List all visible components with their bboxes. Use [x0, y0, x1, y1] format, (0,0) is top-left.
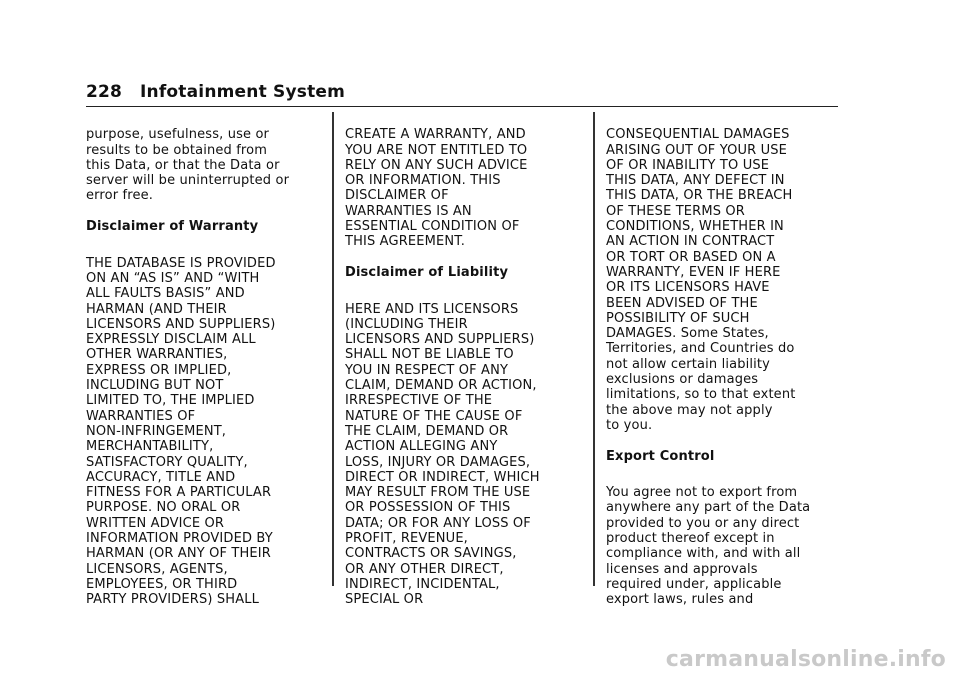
- column-1: [86, 112, 322, 608]
- paragraph: You agree not to export from anywhere any part of the Data provided to you or any direct product thereof except in compliance with, and with all licenses and approvals required under, applicable export laws, rules and: [606, 485, 811, 608]
- page-number: 228: [86, 82, 123, 102]
- paragraph: HERE AND ITS LICENSORS (INCLUDING THEIR LICENSORS AND SUPPLIERS) SHALL NOT BE LIABLE TO YOU IN RESPECT OF ANY CLAIM, DEMAND OR ACTION, IRRESPECTIVE OF THE NATURE OF THE CAUSE OF THE CLAIM, DEMAND OR ACTION ALLEGING ANY LOSS, INJURY OR DAMAGES, DIRECT OR INDIRECT, WHICH MAY RESULT FROM THE USE OR POSSESSION OF THIS DATA; OR FOR ANY LOSS OF PROFIT, REVENUE, CONTRACTS OR SAVINGS, OR ANY OTHER DIRECT, INDIRECT, INCIDENTAL, SPECIAL OR: [345, 301, 540, 608]
- column-divider: [593, 112, 595, 586]
- heading-disclaimer-of-liability: Disclaimer of Liability: [345, 264, 509, 280]
- section-title: Infotainment System: [140, 82, 346, 102]
- column-divider: [332, 112, 334, 586]
- paragraph: THE DATABASE IS PROVIDED ON AN “AS IS” AND “WITH ALL FAULTS BASIS” AND HARMAN (AND THEIR LICENSORS AND SUPPLIERS) EXPRESSLY DISCLAIM ALL OTHER WARRANTIES, EXPRESS OR IMPLIED, INCLUDING BUT NOT LIMITED TO, THE IMPLIED WARRANTIES OF NON-INFRINGEMENT, MERCHANTABILITY, SATISFACTORY QUALITY, ACCURACY, TITLE AND FITNESS FOR A PARTICULAR PURPOSE. NO ORAL OR WRITTEN ADVICE OR INFORMATION PROVIDED BY HARMAN (OR ANY OF THEIR LICENSORS, AGENTS, EMPLOYEES, OR THIRD PARTY PROVIDERS) SHALL: [86, 255, 276, 608]
- column-3: [606, 112, 842, 608]
- paragraph: CONSEQUENTIAL DAMAGES ARISING OUT OF YOUR USE OF OR INABILITY TO USE THIS DATA, ANY DEFECT IN THIS DATA, OR THE BREACH OF THESE TERMS OR CONDITIONS, WHETHER IN AN ACTION IN CONTRACT OR TORT OR BASED ON A WARRANTY, EVEN IF HERE OR ITS LICENSORS HAVE BEEN ADVISED OF THE POSSIBILITY OF SUCH DAMAGES. Some States, Territories, and Countries do not allow certain liability exclusions or damages limitations, so to that extent the above may not apply to you.: [606, 127, 796, 433]
- page-header: [86, 80, 838, 107]
- paragraph: CREATE A WARRANTY, AND YOU ARE NOT ENTITLED TO RELY ON ANY SUCH ADVICE OR INFORMATION. THIS DISCLAIMER OF WARRANTIES IS AN ESSENTIAL CONDITION OF THIS AGREEMENT.: [345, 127, 528, 250]
- watermark: carmanualsonline.info: [665, 647, 946, 672]
- paragraph: purpose, usefulness, use or results to be obtained from this Data, or that the Data or server will be uninterrupted or error free.: [86, 127, 290, 204]
- heading-disclaimer-of-warranty: Disclaimer of Warranty: [86, 219, 259, 235]
- heading-export-control: Export Control: [606, 448, 715, 464]
- column-2: [345, 112, 581, 608]
